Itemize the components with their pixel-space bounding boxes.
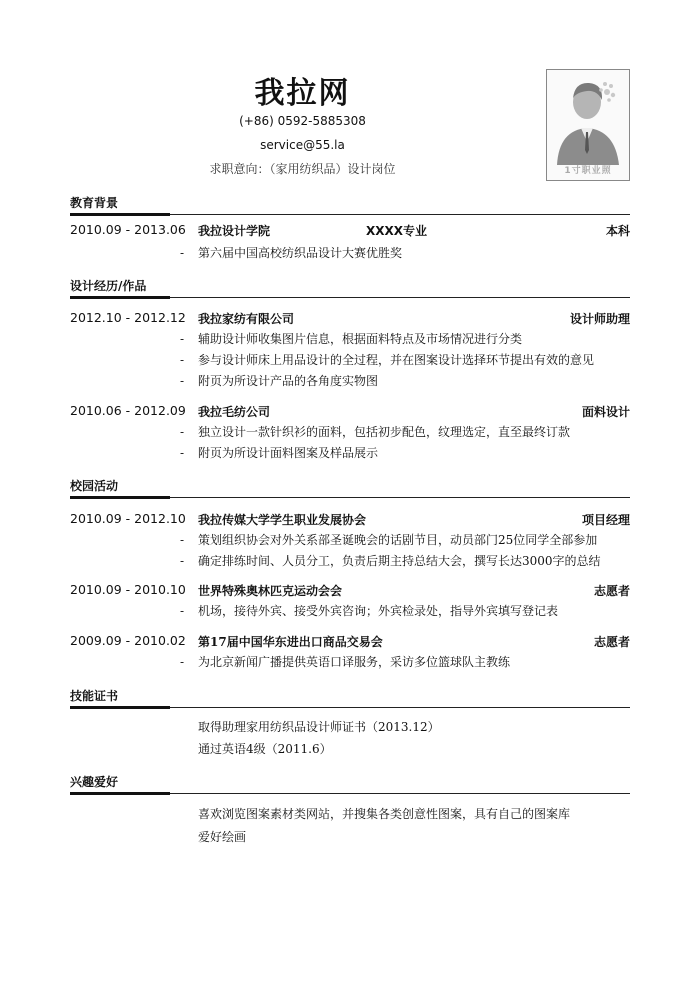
- list-item: - 参与设计师床上用品设计的全过程，并在图案设计选择环节提出有效的意见: [180, 353, 595, 367]
- entry-role: 志愿者: [593, 635, 630, 649]
- list-item: 喜欢浏览图案素材类网站，并搜集各类创意性图案，具有自己的图案库: [198, 807, 571, 821]
- section-title: 技能证书: [70, 689, 119, 703]
- photo-caption: 1寸职业照: [564, 166, 612, 176]
- section-hobbies: [70, 772, 630, 795]
- list-item: - 为北京新闻广播提供英语口译服务，采访多位篮球队主教练: [180, 655, 511, 669]
- list-item: - 独立设计一款针织衫的面料，包括初步配色，纹理选定，直至最终订款: [180, 425, 571, 439]
- list-item: 通过英语4级（2011.6）: [198, 742, 332, 756]
- section-divider: [70, 792, 630, 795]
- entry-role: 项目经理: [581, 513, 630, 527]
- entry-date: 2010.09 - 2012.10: [70, 511, 186, 526]
- section-divider: [70, 213, 630, 216]
- section-education: [70, 193, 630, 216]
- section-title: 校园活动: [70, 479, 119, 493]
- list-item: - 第六届中国高校纺织品设计大赛优胜奖: [180, 246, 403, 260]
- entry-organization: 第17届中国华东进出口商品交易会: [198, 635, 383, 649]
- entry-major: XXXX专业: [366, 224, 428, 238]
- entry-organization: 我拉设计学院: [198, 224, 271, 238]
- list-item: - 确定排练时间、人员分工，负责后期主持总结大会，撰写长达3000字的总结: [180, 554, 601, 568]
- list-item: - 辅助设计师收集图片信息，根据面料特点及市场情况进行分类: [180, 332, 523, 346]
- section-title: 设计经历/作品: [70, 279, 147, 293]
- entry-organization: 我拉传媒大学学生职业发展协会: [198, 513, 367, 527]
- list-item: - 附页为所设计产品的各角度实物图: [180, 374, 379, 388]
- entry-organization: 我拉毛纺公司: [198, 405, 271, 419]
- entry-date: 2010.06 - 2012.09: [70, 403, 186, 418]
- entry-organization: 世界特殊奥林匹克运动会会: [198, 584, 343, 598]
- list-item: - 机场，接待外宾、接受外宾咨询；外宾检录处，指导外宾填写登记表: [180, 604, 559, 618]
- entry-role: 设计师助理: [569, 312, 630, 326]
- candidate-name: 我拉网: [254, 76, 351, 111]
- email-address: service@55.la: [260, 138, 345, 152]
- entry-date: 2009.09 - 2010.02: [70, 633, 186, 648]
- entry-date: 2010.09 - 2013.06: [70, 222, 186, 237]
- section-divider: [70, 706, 630, 709]
- list-item: 取得助理家用纺织品设计师证书（2013.12）: [198, 720, 440, 734]
- section-divider: [70, 296, 630, 299]
- section-title: 教育背景: [70, 196, 119, 210]
- list-item: - 策划组织协会对外关系部圣诞晚会的话剧节目，动员部门25位同学全部参加: [180, 533, 598, 547]
- list-item: - 附页为所设计面料图案及样品展示: [180, 446, 379, 460]
- section-skills: [70, 686, 630, 709]
- entry-role: 面料设计: [581, 405, 630, 419]
- phone-number: (+86) 0592-5885308: [239, 114, 366, 128]
- entry-role: 志愿者: [593, 584, 630, 598]
- section-campus-activities: [70, 476, 630, 499]
- entry-date: 2010.09 - 2010.10: [70, 582, 186, 597]
- profile-photo: [546, 69, 630, 181]
- section-title: 兴趣爱好: [70, 775, 119, 789]
- entry-organization: 我拉家纺有限公司: [198, 312, 295, 326]
- section-design-experience: [70, 276, 630, 299]
- section-divider: [70, 496, 630, 499]
- list-item: 爱好绘画: [198, 830, 247, 844]
- entry-degree: 本科: [605, 224, 630, 238]
- entry-date: 2012.10 - 2012.12: [70, 310, 186, 325]
- job-objective: 求职意向：（家用纺织品）设计岗位: [209, 162, 396, 176]
